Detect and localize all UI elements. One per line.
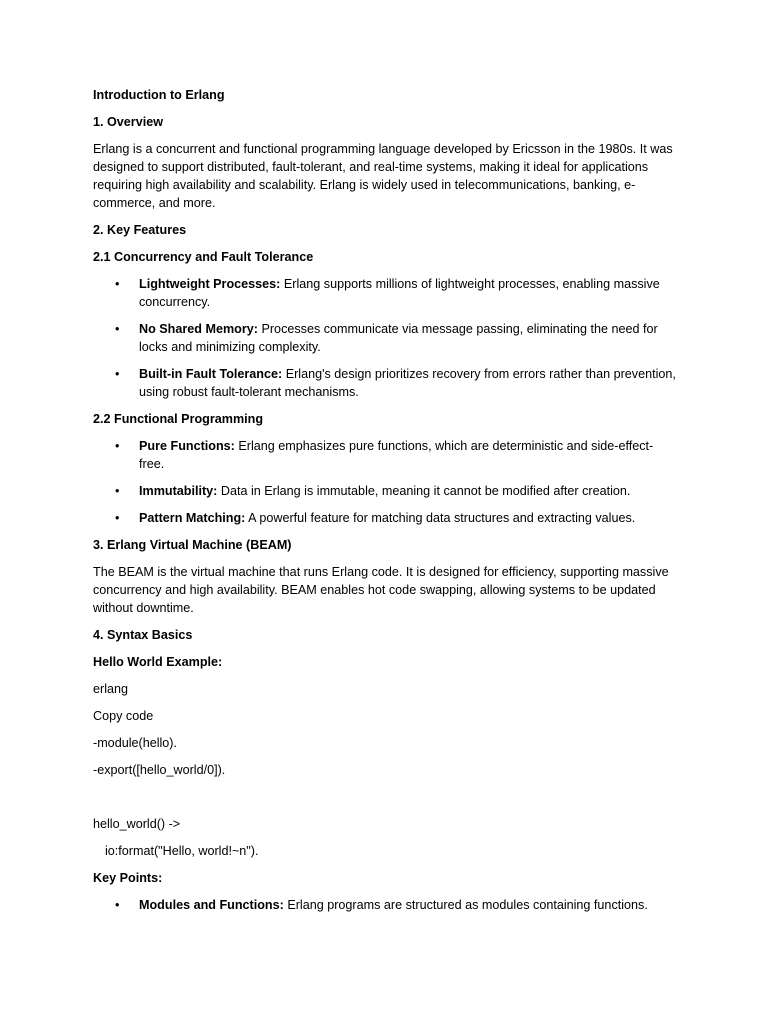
bullet-icon: • — [115, 439, 120, 453]
bullet-icon: • — [115, 367, 120, 381]
document-title: Introduction to Erlang — [93, 88, 225, 102]
code-line: -module(hello). — [93, 736, 177, 750]
list-item-term: No Shared Memory: — [139, 322, 258, 336]
copy-code-button[interactable]: Copy code — [93, 709, 154, 723]
bullet-icon: • — [115, 898, 120, 912]
overview-paragraph: Erlang is a concurrent and functional programming language developed by Ericsson in the 1980s. It was designed to support distributed, fault-tolerant, and real-time systems, making it ideal for applications requiring high availability and scalability. Erlang is widely used in telecommunications, banking, e-commerce, and more. — [93, 142, 673, 210]
list-item-text: Erlang programs are structured as modules containing functions. — [283, 898, 648, 912]
list-item-text: Erlang emphasizes pure functions, which are deterministic and side-effect-free. — [139, 439, 654, 471]
list-item — [93, 275, 678, 311]
overview-heading: 1. Overview — [93, 115, 164, 129]
list-item-term: Pattern Matching: — [139, 511, 246, 525]
code-line: -export([hello_world/0]). — [93, 763, 226, 777]
concurrency-heading: 2.1 Concurrency and Fault Tolerance — [93, 250, 314, 264]
code-line: io:format("Hello, world!~n"). — [105, 844, 259, 858]
list-item-term: Built-in Fault Tolerance: — [139, 367, 283, 381]
list-item-text: Data in Erlang is immutable, meaning it cannot be modified after creation. — [217, 484, 631, 498]
list-item-text: Erlang's design prioritizes recovery from errors rather than prevention, using robust fault-tolerant mechanisms. — [139, 367, 676, 399]
list-item — [93, 509, 678, 527]
list-item-text: Processes communicate via message passing, eliminating the need for locks and minimizing complexity. — [139, 322, 658, 354]
syntax-heading: 4. Syntax Basics — [93, 628, 193, 642]
key-features-heading: 2. Key Features — [93, 223, 187, 237]
functional-heading: 2.2 Functional Programming — [93, 412, 264, 426]
list-item-text: A powerful feature for matching data structures and extracting values. — [245, 511, 636, 525]
code-blank-line — [93, 788, 678, 806]
code-language-label: erlang — [93, 682, 129, 696]
bullet-icon: • — [115, 484, 120, 498]
list-item-term: Lightweight Processes: — [139, 277, 281, 291]
document-body — [93, 86, 678, 923]
list-item — [93, 320, 678, 356]
list-item — [93, 437, 678, 473]
list-item-text: Erlang supports millions of lightweight processes, enabling massive concurrency. — [139, 277, 660, 309]
list-item-term: Modules and Functions: — [139, 898, 284, 912]
list-item-term: Immutability: — [139, 484, 218, 498]
key-points-heading: Key Points: — [93, 871, 163, 885]
bullet-icon: • — [115, 511, 120, 525]
list-item — [93, 482, 678, 500]
list-item — [93, 896, 678, 914]
hello-world-heading: Hello World Example: — [93, 655, 223, 669]
list-item-term: Pure Functions: — [139, 439, 235, 453]
bullet-icon: • — [115, 322, 120, 336]
code-line: hello_world() -> — [93, 817, 181, 831]
bullet-icon: • — [115, 277, 120, 291]
list-item — [93, 365, 678, 401]
beam-paragraph: The BEAM is the virtual machine that runs Erlang code. It is designed for efficiency, supporting massive concurrency and high availability. BEAM enables hot code swapping, allowing systems to be updated without downtime. — [93, 565, 669, 615]
beam-heading: 3. Erlang Virtual Machine (BEAM) — [93, 538, 292, 552]
